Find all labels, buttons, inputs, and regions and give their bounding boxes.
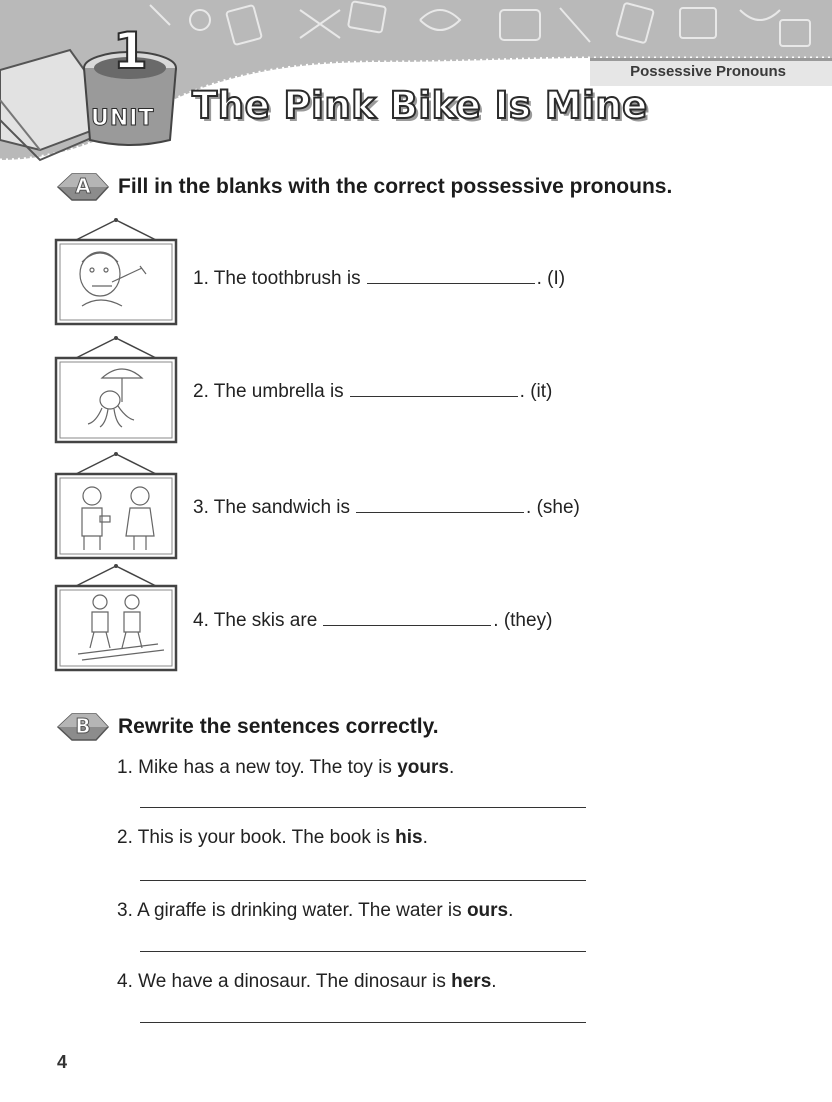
answer-blank-2[interactable]	[350, 381, 518, 397]
sentence-3-text: 3. A giraffe is drinking water. The water is	[117, 900, 467, 921]
answer-line-2[interactable]	[140, 880, 586, 881]
picture-toothbrush	[52, 216, 180, 328]
answer-line-3[interactable]	[140, 951, 586, 952]
sentence-4-text: 4. We have a dinosaur. The dinosaur is	[117, 971, 452, 992]
question-1-hint: . (I)	[536, 268, 566, 289]
fill-blank-question-1	[193, 268, 565, 290]
picture-umbrella	[52, 334, 180, 446]
sentence-1-text: 1. Mike has a new toy. The toy is	[117, 757, 398, 778]
question-3-hint: . (she)	[526, 497, 580, 518]
topic-label: Possessive Pronouns	[630, 63, 786, 80]
page-title: The Pink Bike Is Mine	[192, 84, 648, 127]
sentence-4-pronoun: hers	[451, 971, 492, 992]
unit-label: UNIT	[91, 106, 155, 131]
section-b-letter: B	[75, 714, 91, 738]
page-number: 4	[57, 1052, 68, 1072]
section-a-header	[56, 172, 672, 202]
sentence-2-text: 2. This is your book. The book is	[117, 827, 396, 848]
rewrite-sentence-3	[117, 900, 513, 922]
fill-blank-question-2	[193, 381, 552, 403]
unit-number: 1	[113, 22, 148, 80]
answer-line-4[interactable]	[140, 1022, 586, 1023]
sentence-2-pronoun: his	[395, 827, 423, 848]
section-b-instruction: Rewrite the sentences correctly.	[118, 715, 439, 738]
question-3-text: 3. The sandwich is	[193, 497, 351, 518]
picture-skis	[52, 562, 180, 674]
answer-line-1[interactable]	[140, 807, 586, 808]
fill-blank-question-3	[193, 497, 580, 519]
sentence-1-end: .	[448, 757, 455, 778]
sentence-3-pronoun: ours	[466, 900, 509, 921]
sentence-1-pronoun: yours	[397, 757, 449, 778]
fill-blank-question-4	[193, 610, 552, 632]
section-a-instruction: Fill in the blanks with the correct possessive pronouns.	[118, 175, 673, 198]
section-b-header	[56, 712, 439, 742]
rewrite-sentence-1	[117, 757, 454, 779]
question-4-text: 4. The skis are	[193, 610, 318, 631]
rewrite-sentence-4	[117, 971, 497, 993]
sentence-3-end: .	[508, 900, 514, 921]
question-2-hint: . (it)	[519, 381, 553, 402]
header-banner	[0, 0, 832, 170]
section-a-badge	[56, 172, 110, 202]
question-4-hint: . (they)	[493, 610, 553, 631]
answer-blank-4[interactable]	[323, 610, 491, 626]
question-2-text: 2. The umbrella is	[193, 381, 344, 402]
sentence-2-end: .	[422, 827, 428, 848]
section-b-badge	[56, 712, 110, 742]
rewrite-sentence-2	[117, 827, 428, 849]
picture-sandwich	[52, 450, 180, 562]
answer-blank-1[interactable]	[367, 268, 535, 284]
answer-blank-3[interactable]	[356, 497, 524, 513]
section-a-letter: A	[75, 174, 91, 198]
question-1-text: 1. The toothbrush is	[193, 268, 361, 289]
sentence-4-end: .	[491, 971, 497, 992]
